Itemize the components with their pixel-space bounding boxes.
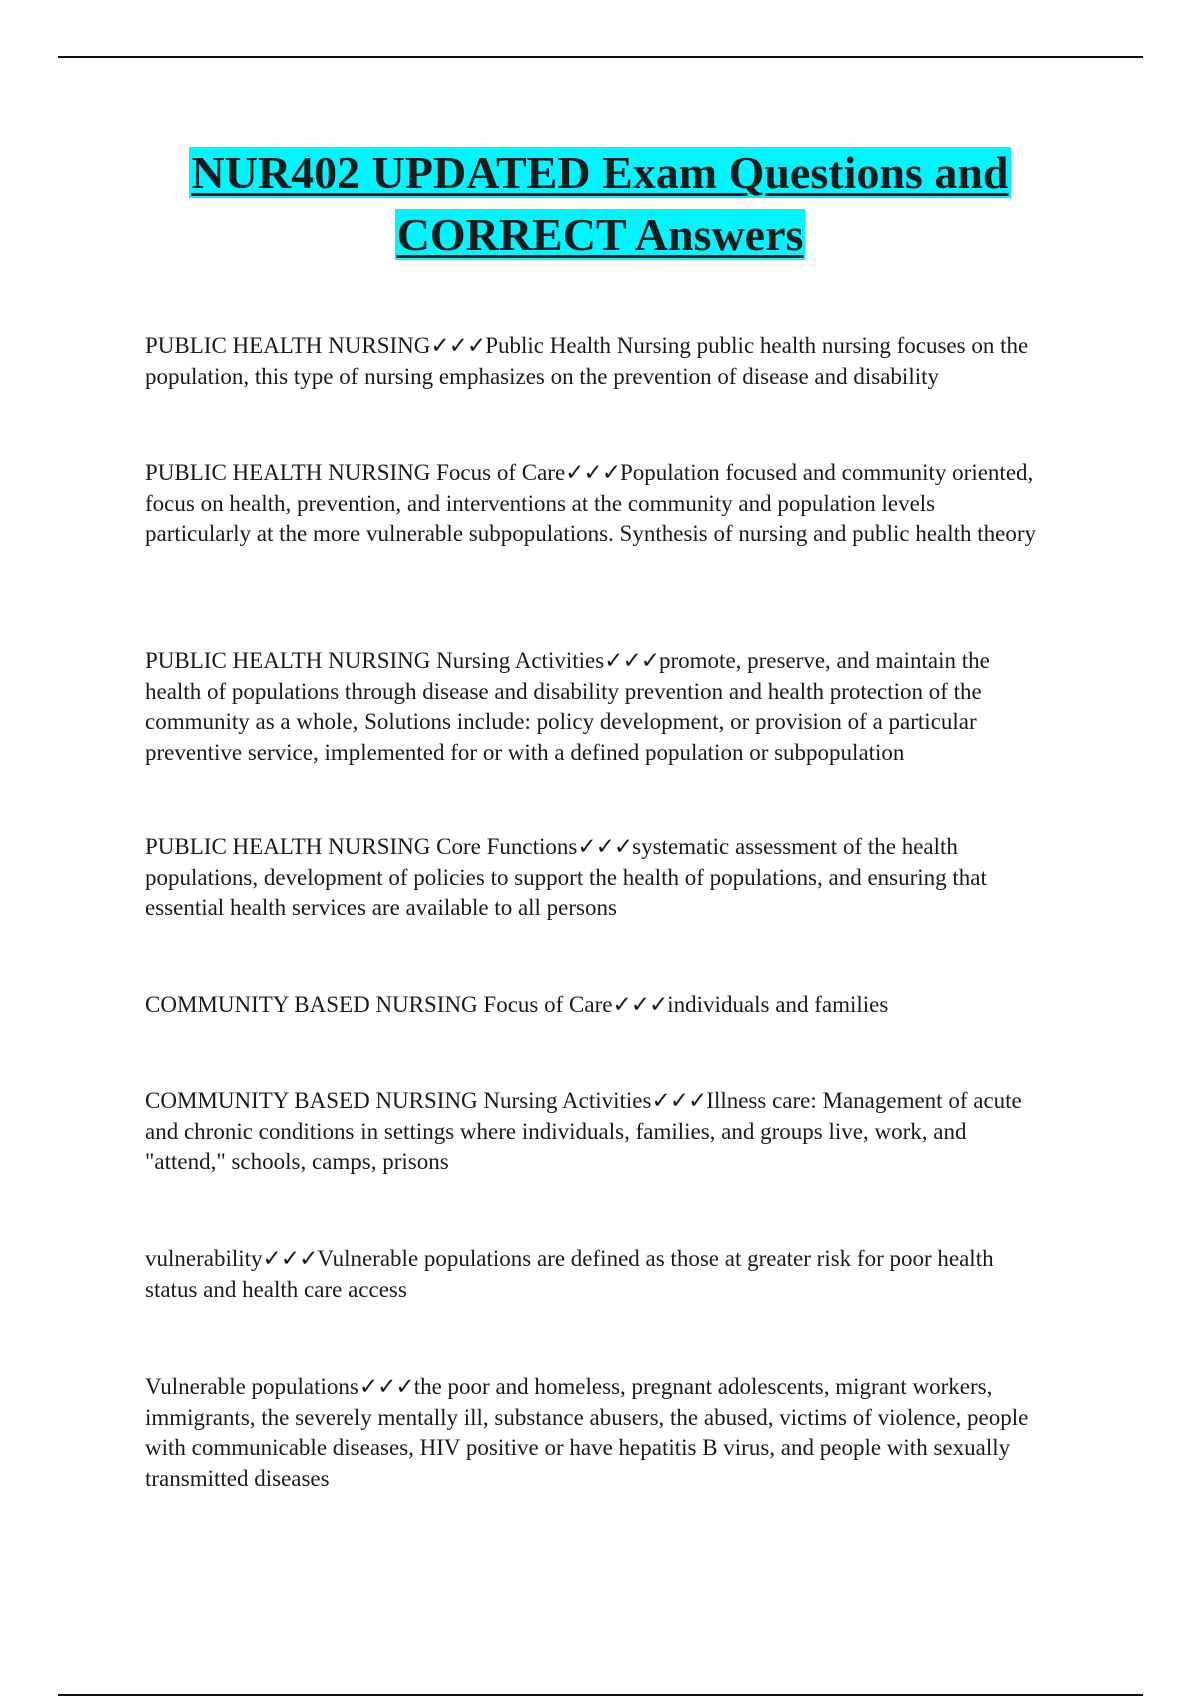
qa-entry xyxy=(145,458,1045,550)
checkmark-icon: ✓✓✓ xyxy=(604,648,659,673)
qa-term: PUBLIC HEALTH NURSING Nursing Activities xyxy=(145,648,605,673)
qa-definition: individuals and families xyxy=(667,992,889,1017)
qa-entry xyxy=(145,1372,1045,1494)
checkmark-icon: ✓✓✓ xyxy=(651,1088,707,1113)
qa-definition: Illness care: Management of acute and chronic conditions in settings where individuals, families, and groups live, work, and "attend," schools, camps, prisons xyxy=(145,1088,1022,1174)
checkmark-icon: ✓✓✓ xyxy=(262,1246,318,1271)
qa-term: vulnerability xyxy=(145,1246,263,1271)
qa-definition: Vulnerable populations are defined as those at greater risk for poor health status and health care access xyxy=(145,1246,994,1302)
qa-term: COMMUNITY BASED NURSING Focus of Care xyxy=(145,992,613,1017)
qa-entry xyxy=(145,990,1045,1021)
qa-definition: Public Health Nursing public health nursing focuses on the population, this type of nursing emphasizes on the prevention of disease and disability xyxy=(145,333,1029,389)
checkmark-icon: ✓✓✓ xyxy=(612,992,668,1017)
checkmark-icon: ✓✓✓ xyxy=(430,333,486,358)
title-line-2: CORRECT Answers xyxy=(396,209,804,260)
qa-definition: the poor and homeless, pregnant adolescents, migrant workers, immigrants, the severely mentally ill, substance abusers, the abused, victims of violence, people with communicable diseases, HIV positive or have hepatitis B virus, and people with sexually transmitted diseases xyxy=(145,1374,1029,1491)
checkmark-icon: ✓✓✓ xyxy=(358,1374,414,1399)
qa-term: PUBLIC HEALTH NURSING Focus of Care xyxy=(145,460,566,485)
qa-definition: Population focused and community oriented, focus on health, prevention, and interventions at the community and population levels particularly at the more vulnerable subpopulations. Synthesis of nursing and public health theory xyxy=(145,460,1037,546)
qa-definition: systematic assessment of the health populations, development of policies to support the health of populations, and ensuring that essential health services are available to all persons xyxy=(145,834,987,920)
qa-entry xyxy=(145,1086,1045,1178)
qa-entry xyxy=(145,331,1045,392)
qa-definition: promote, preserve, and maintain the health of populations through disease and disability prevention and health protection of the community as a whole, Solutions include: policy development, or provision of a particular preventive service, implemented for or with a defined population or subpopulation xyxy=(145,648,990,765)
qa-term: Vulnerable populations xyxy=(145,1374,359,1399)
footer-rule xyxy=(58,1694,1143,1696)
qa-entry xyxy=(145,1244,1045,1305)
qa-entry xyxy=(145,832,1045,924)
qa-term: PUBLIC HEALTH NURSING xyxy=(145,333,431,358)
title-line-1: NUR402 UPDATED Exam Questions and xyxy=(191,147,1009,198)
qa-term: COMMUNITY BASED NURSING Nursing Activities xyxy=(145,1088,652,1113)
document-title xyxy=(140,142,1060,266)
qa-entry xyxy=(145,646,1045,768)
qa-term: PUBLIC HEALTH NURSING Core Functions xyxy=(145,834,578,859)
checkmark-icon: ✓✓✓ xyxy=(577,834,633,859)
header-rule xyxy=(58,56,1143,58)
checkmark-icon: ✓✓✓ xyxy=(565,460,620,485)
